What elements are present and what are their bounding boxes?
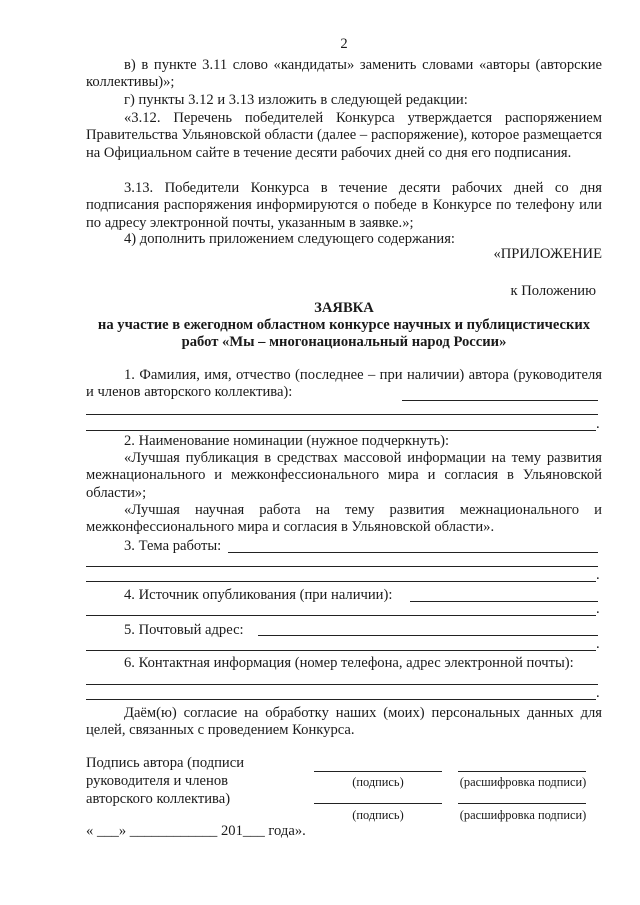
signature-label: Подпись автора (подписи руководителя и членов авторского коллектива) (86, 755, 245, 807)
signature-line-1[interactable] (314, 771, 442, 772)
field-5-input-line-2[interactable] (86, 650, 596, 651)
form-title: ЗАЯВКА (314, 300, 374, 316)
decode-line-2[interactable] (458, 803, 586, 804)
field-2-label: 2. Наименование номинации (нужное подчеркнуть): (124, 433, 450, 449)
nomination-publication[interactable]: «Лучшая публикация в средствах массовой информации на тему развития межнационального и межконфессионального мира и согласия в Ульяновской области»; (86, 450, 602, 501)
signature-caption-2: (подпись) (352, 808, 404, 822)
decode-line-1[interactable] (458, 771, 586, 772)
form-subtitle-line-1: на участие в ежегодном областном конкурсе научных и публицистических (97, 317, 591, 333)
field-3-input-line-3[interactable] (86, 581, 596, 582)
field-6-label: 6. Контактная информация (номер телефона, адрес электронной почты): (124, 655, 574, 671)
date-line[interactable]: « ___» ____________ 201___ года». (86, 823, 306, 839)
field-3-label: 3. Тема работы: (124, 538, 222, 554)
document-page: 2 в) в пункте 3.11 слово «кандидаты» заменить словами «авторы (авторские коллективы)»; г) пункты 3.12 и 3.13 изложить в следующей редакции: «3.12. Перечень победителей Конкурса утверждается распоряжением Правительства Ульяновской области (далее – распоряжение), которое размещается на Официальном сайте в течение десяти рабочих дней со дня его подписания. 3.13. Победители Конкурса в течение десяти рабочих дней со дня подписания распоряжения информируются о победе в Конкурсе по телефону или по адресу электронной почты, указанным в заявке.»; 4) дополнить приложением следующего содержания: «ПРИЛОЖЕНИЕ к Положению ЗАЯВКА на участие в ежегодном областном конкурсе научных и публицистических работ «Мы – многонациональный народ России» 1. Фамилия, имя, отчество (последнее – при наличии) автора (руководителя и членов авторского коллектива): . 2. Наименование номинации (нужное подчеркнуть): «Лучшая публикация в средствах массовой информации на тему развития межнационального и межконфессионального мира и согласия в Ульяновской области»; «Лучшая научная работа на тему развития межнационального и межконфессионального мира и согласия в Ульяновской области». 3. Тема работы: . 4. Источник опубликования (при наличии): . 5. Почтовый адрес: . 6. Контактная информация (номер телефона, адрес электронной почты): . Даём(ю) согласие на обработку наших (моих) персональных данных для целей, связанных с проведением Конкурса. Подпись автора (подписи руководителя и членов авторского коллектива) (подпись) (расшифровка подписи) (подпись) (расшифровка подписи) « ___» ____________ 201___ года». (86, 36, 602, 839)
form-subtitle-line-2: работ «Мы – многонациональный народ России» (181, 334, 507, 351)
field-5-label: 5. Почтовый адрес: (124, 622, 244, 638)
field-6-input-line-1[interactable] (86, 684, 598, 685)
amendment-item-v: в) в пункте 3.11 слово «кандидаты» заменить словами «авторы (авторские коллективы)»; (86, 57, 602, 91)
nomination-scientific[interactable]: «Лучшая научная работа на тему развития межнационального и межконфессионального мира и согласия в Ульяновской области». (86, 502, 602, 536)
field-4-label: 4. Источник опубликования (при наличии): (124, 587, 393, 603)
field-3-input-line-1[interactable] (228, 552, 598, 553)
field-4-input-line-1[interactable] (410, 601, 598, 602)
appendix-to-regulation: к Положению (510, 283, 596, 299)
amendment-item-g: г) пункты 3.12 и 3.13 изложить в следующей редакции: (124, 92, 468, 108)
signature-caption-1: (подпись) (352, 775, 404, 789)
form-subtitle (86, 317, 602, 352)
field-4-input-line-2[interactable] (86, 615, 596, 616)
field-1-input-line-2[interactable] (86, 414, 598, 415)
field-5-input-line-1[interactable] (258, 635, 598, 636)
signature-line-2[interactable] (314, 803, 442, 804)
decode-caption-1: (расшифровка подписи) (459, 775, 587, 789)
field-3-input-line-2[interactable] (86, 566, 598, 567)
field-1-input-line-3[interactable] (86, 430, 596, 431)
page-number: 2 (340, 36, 348, 52)
field-1-input-line-1[interactable] (402, 400, 598, 401)
decode-caption-2: (расшифровка подписи) (459, 808, 587, 822)
paragraph-3-12: «3.12. Перечень победителей Конкурса утверждается распоряжением Правительства Ульяновской области (далее – распоряжение), которое размещается на Официальном сайте в течение десяти рабочих дней со дня его подписания. (86, 110, 602, 161)
appendix-label: «ПРИЛОЖЕНИЕ (493, 246, 602, 262)
amendment-item-4: 4) дополнить приложением следующего содержания: (124, 231, 455, 247)
field-1-label: 1. Фамилия, имя, отчество (последнее – при наличии) автора (руководителя и членов авторского коллектива): (86, 367, 602, 401)
paragraph-3-13: 3.13. Победители Конкурса в течение десяти рабочих дней со дня подписания распоряжения информируются о победе в Конкурсе по телефону или по адресу электронной почты, указанным в заявке.»; (86, 180, 602, 231)
consent-text: Даём(ю) согласие на обработку наших (моих) персональных данных для целей, связанных с проведением Конкурса. (86, 705, 602, 739)
field-6-input-line-2[interactable] (86, 699, 596, 700)
